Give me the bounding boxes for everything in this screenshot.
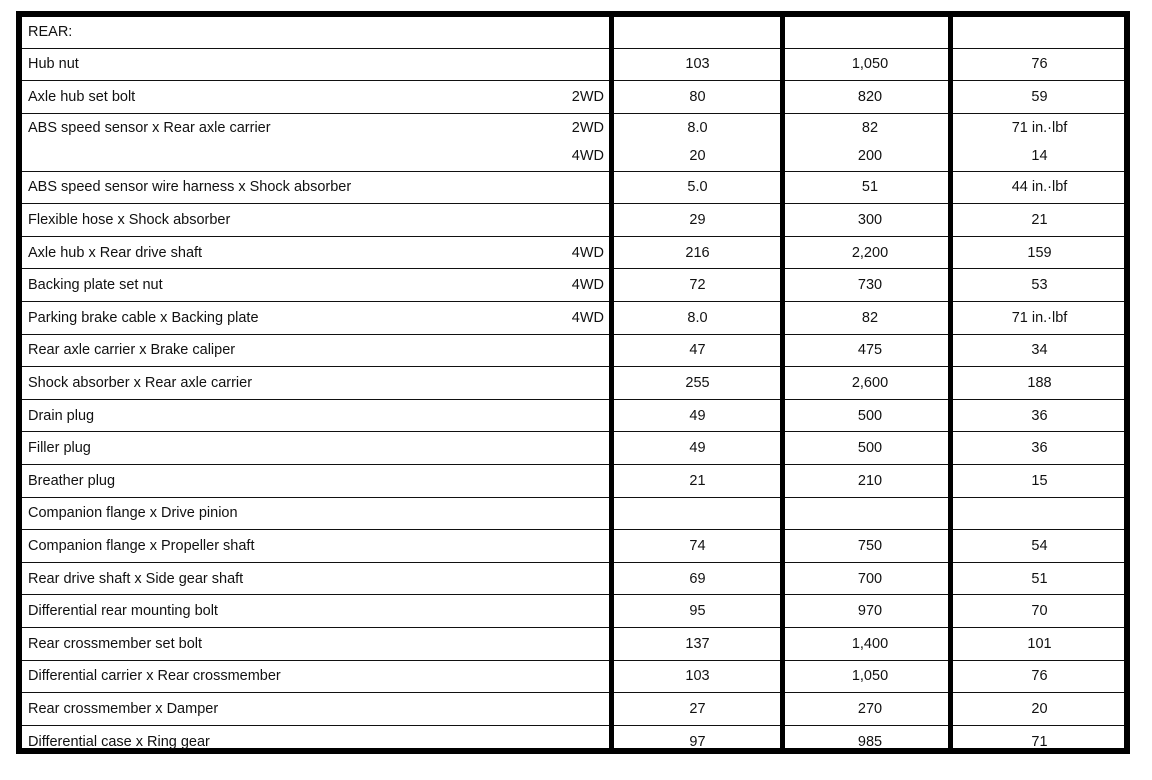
table-row	[22, 236, 1124, 269]
item-cell	[22, 465, 610, 498]
value-cell: 2,600	[785, 367, 955, 400]
value-cell: 210	[785, 465, 955, 498]
item-label: Companion flange x Drive pinion	[28, 505, 238, 522]
table-row	[22, 399, 1124, 432]
spec-table	[22, 17, 1124, 758]
item-label: Flexible hose x Shock absorber	[28, 212, 231, 229]
value-cell: 5.0	[610, 171, 785, 204]
table-row	[22, 465, 1124, 498]
value-cell: 500	[785, 432, 955, 465]
value-cell: 80	[610, 81, 785, 114]
item-label: Drain plug	[28, 407, 95, 424]
item-cell	[22, 725, 610, 758]
item-label: Rear drive shaft x Side gear shaft	[28, 570, 244, 587]
value-cell	[610, 113, 785, 171]
value-cell: 36	[955, 432, 1124, 465]
empty-cell	[785, 17, 955, 48]
item-cell	[22, 628, 610, 661]
value-cell: 76	[955, 48, 1124, 81]
value: 8.0	[687, 119, 708, 136]
item-label: Axle hub x Rear drive shaft	[28, 244, 203, 261]
table-row	[22, 432, 1124, 465]
value-cell	[610, 497, 785, 530]
section-title: REAR:	[22, 17, 610, 48]
item-label: Backing plate set nut	[28, 277, 163, 294]
item-cell	[22, 399, 610, 432]
value: 20	[689, 148, 706, 165]
value-cell: 750	[785, 530, 955, 563]
table-row	[22, 367, 1124, 400]
table-row	[22, 530, 1124, 563]
table-row	[22, 269, 1124, 302]
item-cell	[22, 113, 610, 171]
value-cell: 730	[785, 269, 955, 302]
item-label: Rear axle carrier x Brake caliper	[28, 342, 236, 359]
value-cell: 970	[785, 595, 955, 628]
table-row	[22, 497, 1124, 530]
value-cell: 103	[610, 660, 785, 693]
table-row	[22, 113, 1124, 171]
value-cell: 985	[857, 733, 883, 750]
item-cell	[22, 48, 610, 81]
value-cell: 15	[955, 465, 1124, 498]
value-cell: 59	[955, 81, 1124, 114]
torque-spec-table	[16, 11, 1130, 754]
column-divider	[780, 17, 785, 748]
value-cell: 820	[785, 81, 955, 114]
model-label: 4WD	[571, 148, 604, 165]
model-label: 4WD	[571, 277, 604, 294]
item-cell	[22, 595, 610, 628]
model-label: 4WD	[571, 309, 604, 326]
item-label: Differential carrier x Rear crossmember	[28, 668, 281, 685]
value-cell: 500	[785, 399, 955, 432]
table-row	[22, 334, 1124, 367]
value-cell: 20	[955, 693, 1124, 726]
value-cell	[785, 497, 955, 530]
value-cell: 475	[785, 334, 955, 367]
item-cell	[22, 171, 610, 204]
table-row	[22, 725, 1124, 758]
value-cell: 82	[785, 302, 955, 335]
value-cell: 74	[610, 530, 785, 563]
value-cell: 2,200	[785, 236, 955, 269]
item-label: Hub nut	[28, 56, 79, 73]
value-cell: 137	[610, 628, 785, 661]
item-label: Differential rear mounting bolt	[28, 603, 218, 620]
item-cell	[22, 660, 610, 693]
value-cell: 71	[1031, 733, 1048, 750]
item-cell	[22, 334, 610, 367]
model-label: 2WD	[571, 119, 604, 136]
table-row	[22, 81, 1124, 114]
value-cell: 49	[610, 432, 785, 465]
item-cell	[22, 269, 610, 302]
item-cell	[22, 81, 610, 114]
empty-cell	[610, 17, 785, 48]
model-label: 4WD	[571, 244, 604, 261]
value-cell: 36	[955, 399, 1124, 432]
value: 200	[857, 148, 883, 165]
item-cell	[22, 432, 610, 465]
item-label: ABS speed sensor x Rear axle carrier	[28, 119, 271, 136]
item-label: Differential case x Ring gear	[28, 733, 210, 750]
column-divider	[948, 17, 953, 748]
value-cell: 21	[955, 204, 1124, 237]
value-cell: 95	[610, 595, 785, 628]
value-cell: 216	[610, 236, 785, 269]
value-cell: 34	[955, 334, 1124, 367]
value-cell: 97	[689, 733, 706, 750]
value-cell: 76	[955, 660, 1124, 693]
value-cell: 700	[785, 562, 955, 595]
model-label: 2WD	[571, 88, 604, 105]
item-cell	[22, 302, 610, 335]
value: 82	[861, 119, 879, 136]
value-cell: 188	[955, 367, 1124, 400]
value-cell: 21	[610, 465, 785, 498]
value-cell: 29	[610, 204, 785, 237]
value-cell: 300	[785, 204, 955, 237]
value-cell: 69	[610, 562, 785, 595]
value-cell: 1,050	[785, 48, 955, 81]
item-label: Rear crossmember x Damper	[28, 700, 219, 717]
item-label: Filler plug	[28, 440, 91, 457]
value-cell: 51	[785, 171, 955, 204]
empty-cell	[955, 17, 1124, 48]
item-cell	[22, 530, 610, 563]
value-cell	[955, 497, 1124, 530]
value-cell: 70	[955, 595, 1124, 628]
value-cell: 1,050	[785, 660, 955, 693]
value-cell: 101	[955, 628, 1124, 661]
value-cell: 159	[955, 236, 1124, 269]
table-row	[22, 171, 1124, 204]
value-cell: 103	[610, 48, 785, 81]
value-cell: 270	[785, 693, 955, 726]
value-cell: 51	[955, 562, 1124, 595]
column-divider	[609, 17, 614, 748]
item-cell	[22, 367, 610, 400]
table-row	[22, 48, 1124, 81]
value-cell: 8.0	[610, 302, 785, 335]
item-label: ABS speed sensor wire harness x Shock absorber	[28, 179, 352, 196]
table-row	[22, 562, 1124, 595]
value-cell: 255	[610, 367, 785, 400]
item-cell	[22, 204, 610, 237]
table-row	[22, 660, 1124, 693]
value-cell: 71 in.·lbf	[955, 302, 1124, 335]
table-row	[22, 693, 1124, 726]
section-header-row	[22, 17, 1124, 48]
value-cell: 1,400	[785, 628, 955, 661]
item-label: Parking brake cable x Backing plate	[28, 309, 259, 326]
value-cell: 53	[955, 269, 1124, 302]
value-cell: 47	[610, 334, 785, 367]
item-cell	[22, 497, 610, 530]
item-cell	[22, 693, 610, 726]
value-cell	[955, 113, 1124, 171]
item-label: Companion flange x Propeller shaft	[28, 538, 255, 555]
table-row	[22, 302, 1124, 335]
item-label: Rear crossmember set bolt	[28, 635, 203, 652]
value-cell: 49	[610, 399, 785, 432]
item-cell	[22, 236, 610, 269]
table-row	[22, 595, 1124, 628]
value: 71 in.·lbf	[1011, 119, 1068, 136]
item-label: Breather plug	[28, 472, 116, 489]
value-cell	[785, 113, 955, 171]
item-cell	[22, 562, 610, 595]
table-row	[22, 628, 1124, 661]
value: 14	[1031, 148, 1048, 165]
item-label: Axle hub set bolt	[28, 88, 136, 105]
value-cell: 44 in.·lbf	[955, 171, 1124, 204]
value-cell: 54	[955, 530, 1124, 563]
item-label: Shock absorber x Rear axle carrier	[28, 375, 253, 392]
value-cell: 27	[610, 693, 785, 726]
table-row	[22, 204, 1124, 237]
value-cell: 72	[610, 269, 785, 302]
